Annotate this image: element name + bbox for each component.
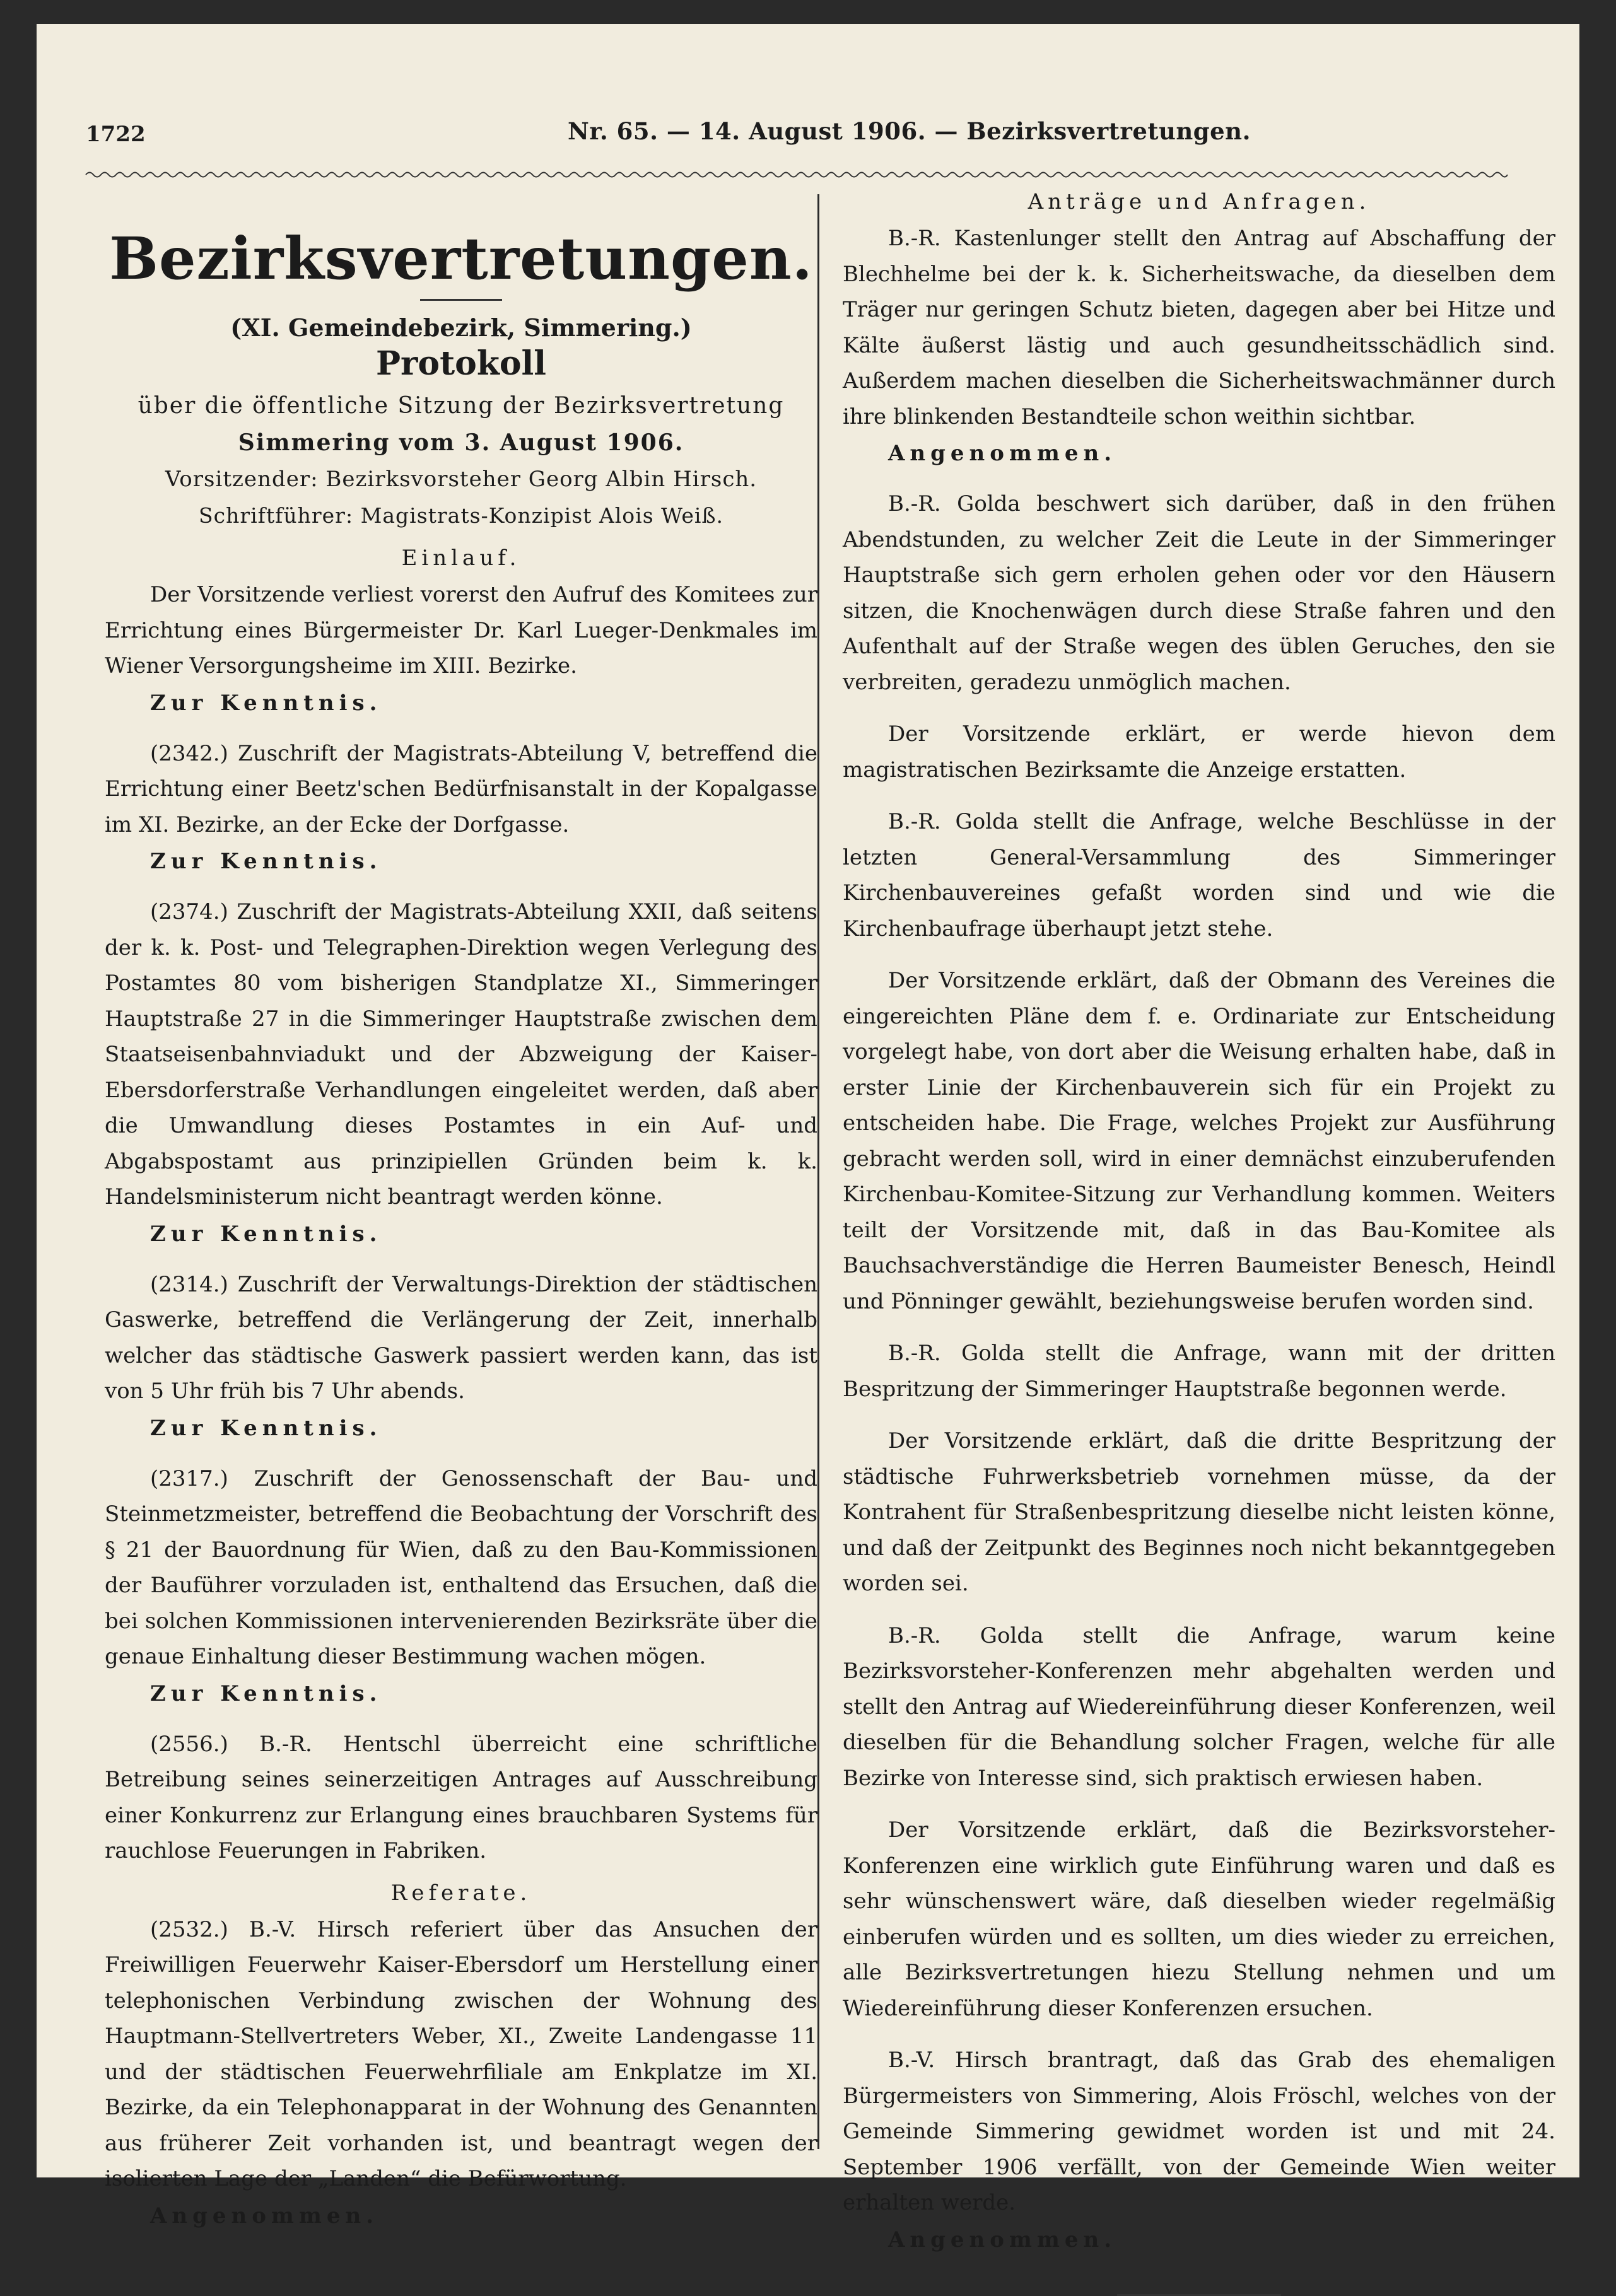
paragraph-2342: (2342.) Zuschrift der Magistrats-Abteilung V, betreffend die Errichtung einer Beetz'schen Bedürfnisanstalt in der Kopalgasse im XI. Bezirke, an der Ecke der Dorfgasse. <box>105 740 817 837</box>
answer-konferenzen: Der Vorsitzende erklärt, daß die Bezirksvorsteher-Konferenzen eine wirklich gute Einführung waren und daß es sehr wünschenswert wäre, daß dieselben wieder regelmäßig einberufen würden und es sollten, um dies wieder zu erreichen, alle Bezirksvertretungen hiezu Stellung nehmen und um Wiedereinführung dieser Konferenzen ersuchen. <box>843 1817 1555 2021</box>
resolution-2: Zur Kenntnis. <box>150 849 382 874</box>
spacer <box>843 947 1555 963</box>
left-column <box>105 189 817 2249</box>
title-rule <box>420 299 502 301</box>
protokoll-heading: Protokoll <box>375 344 547 383</box>
resolution-kastenlunger: Angenommen. <box>888 441 1117 466</box>
district-subtitle: (XI. Gemeindebezirk, Simmering.) <box>230 313 692 342</box>
page-title: Bezirksvertretungen. <box>109 224 813 293</box>
spacer <box>843 700 1555 716</box>
spacer <box>843 1319 1555 1336</box>
spacer <box>843 1407 1555 1423</box>
section-antraege: Anträge und Anfragen. <box>1028 189 1371 214</box>
motion-grab-froeschl: B.-V. Hirsch brantragt, daß das Grab des ehemaligen Bürgermeisters von Simmering, Alois Fröschl, welches von der Gemeinde Simmering gewidmet worden ist und mit 24. September 1906 verfällt, von der Gemeinde Wien weiter erhalten werde. <box>843 2048 1555 2215</box>
spacer <box>843 1602 1555 1618</box>
closing-rule <box>1117 2294 1281 2296</box>
paragraph-2314: (2314.) Zuschrift der Verwaltungs-Direktion der städtischen Gaswerke, betreffend die Verlängerung der Zeit, innerhalb welcher das städtische Gaswerk passiert werden kann, das ist von 5 Uhr früh bis 7 Uhr abends. <box>105 1271 817 1404</box>
resolution-7: Angenommen. <box>150 2203 379 2229</box>
spacer <box>843 2026 1555 2043</box>
complaint-golda: B.-R. Golda beschwert sich darüber, daß in den frühen Abendstunden, zu welcher Zeit die Leute in der Simmeringer Hauptstraße sich gern erholen gehen oder vor den Häusern sitzen, die Knochenwägen durch diese Straße fahren und den Aufenthalt auf der Straße wegen des üblen Geruches, den sie verbreiten, geradezu unmöglich machen. <box>843 491 1555 695</box>
right-column <box>843 189 1555 2296</box>
paragraph-2532: (2532.) B.-V. Hirsch referiert über das Ansuchen der Freiwilligen Feuerwehr Kaiser-Ebersdorf um Herstellung einer telephonischen Verbindung zwischen der Wohnung des Hauptmann-Stellvertreters Weber, XI., Zweite Landengasse 11 und der städtischen Feuerwehrfiliale am Enkplatze im XI. Bezirke, da ein Telephonapparat in der Wohnung des Genannten aus früherer Zeit vorhanden ist, und beantragt wegen der isolierten Lage der „Landen“ die Befürwortung. <box>105 1916 817 2191</box>
spacer <box>843 1796 1555 1812</box>
resolution-3: Zur Kenntnis. <box>150 1221 382 1247</box>
question-konferenzen: B.-R. Golda stellt die Anfrage, warum keine Bezirksvorsteher-Konferenzen mehr abgehalten werden und stellt den Antrag auf Wiedereinführung dieser Konferenzen, weil dieselben für die Behandlung solcher Fragen, welche für alle Bezirke von Interesse sind, sich praktisch erwiesen haben. <box>843 1623 1555 1791</box>
resolution-4: Zur Kenntnis. <box>150 1415 382 1441</box>
intro-line-2: Simmering vom 3. August 1906. <box>238 429 684 456</box>
running-title: Nr. 65. — 14. August 1906. — Bezirksvertretungen. <box>568 117 1251 145</box>
spacer <box>843 788 1555 804</box>
answer-kirchenbau: Der Vorsitzende erklärt, daß der Obmann des Vereines die eingereichten Pläne dem f. e. Ordinariate zur Entscheidung vorgelegt habe, von dort aber die Weisung erhalten habe, daß in erster Linie der Kirchenbauverein sich für ein Projekt zu entscheiden habe. Die Frage, welches Projekt zur Ausführung gebracht werden soll, wird in einer demnächst einzuberufenden Kirchenbau-Komitee-Sitzung zur Verhandlung kommen. Weiters teilt der Vorsitzende mit, daß in das Bau-Komitee als Bauchsachverständige die Herren Baumeister Benesch, Heindl und Pönninger gewählt, beziehungsweise berufen worden sind. <box>843 968 1555 1314</box>
intro-line-1: über die öffentliche Sitzung der Bezirksvertretung <box>138 393 785 419</box>
secretary-line: Schriftführer: Magistrats-Konzipist Alois Weiß. <box>199 503 723 528</box>
resolution-grab: Angenommen. <box>888 2227 1117 2252</box>
paragraph-2374: (2374.) Zuschrift der Magistrats-Abteilung XXII, daß seitens der k. k. Post- und Telegraphen-Direktion wegen Verlegung des Postamtes 80 vom bisherigen Standplatze XI., Simmeringer Hauptstraße 27 in die Simmeringer Hauptstraße zwischen dem Staatseisenbahnviadukt und der Abzweigung der Kaiser-Ebersdorferstraße Verhandlungen eingeleitet werden, daß aber die Umwandlung dieses Postamtes in ein Auf- und Abgabspostamt aus prinzipiellen Gründen beim k. k. Handelsministerum nicht beantragt werden könne. <box>105 899 817 1209</box>
question-bespritzung: B.-R. Golda stellt die Anfrage, wann mit der dritten Bespritzung der Simmeringer Hauptstraße begonnen werde. <box>843 1341 1555 1402</box>
paragraph-2317: (2317.) Zuschrift der Genossenschaft der Bau- und Steinmetzmeister, betreffend die Beobachtung der Vorschrift des § 21 der Bauordnung für Wien, daß zu den Bau-Kommissionen der Bauführer vorzuladen ist, enthaltend das Ersuchen, daß die bei solchen Kommissionen intervenierenden Bezirksräte über die genaue Einhaltung dieser Bestimmung wachen mögen. <box>105 1466 817 1669</box>
question-kirchenbau: B.-R. Golda stellt die Anfrage, welche Beschlüsse in der letzten General-Versammlung des Simmeringer Kirchenbauvereines gefaßt worden sind und wie die Kirchenbaufrage überhaupt jetzt stehe. <box>843 809 1555 941</box>
page-header <box>37 24 1579 156</box>
paragraph-aufruf: Der Vorsitzende verliest vorerst den Aufruf des Komitees zur Errichtung eines Bürgermeister Dr. Karl Lueger-Denkmales im Wiener Versorgungsheime im XIII. Bezirke. <box>105 582 817 679</box>
newspaper-page <box>37 24 1579 2252</box>
page-number: 1722 <box>86 122 146 147</box>
header-wavy-rule <box>86 170 1508 179</box>
chair-line: Vorsitzender: Bezirksvorsteher Georg Albin Hirsch. <box>165 467 758 492</box>
motion-kastenlunger: B.-R. Kastenlunger stellt den Antrag auf Abschaffung der Blechhelme bei der k. k. Sicherheitswache, da dieselben dem Träger nur geringen Schutz bieten, dagegen aber bei Hitze und Kälte äußerst lästig und auch gesundheitsschädlich sind. Außerdem machen dieselben die Sicherheitswachmänner durch ihre blinkenden Bestandteile schon weithin sichtbar. <box>843 226 1555 429</box>
answer-complaint-golda: Der Vorsitzende erklärt, er werde hievon dem magistratischen Bezirksamte die Anzeige erstatten. <box>843 721 1555 783</box>
resolution-1: Zur Kenntnis. <box>150 690 382 716</box>
resolution-5: Zur Kenntnis. <box>150 1681 382 1706</box>
section-referate: Referate. <box>390 1880 532 1906</box>
section-einlauf: Einlauf. <box>401 545 521 571</box>
answer-bespritzung: Der Vorsitzende erklärt, daß die dritte Bespritzung der städtische Fuhrwerksbetrieb vornehmen müsse, da der Kontrahent für Straßenbespritzung dieselbe nicht leisten könne, und daß der Zeitpunkt des Beginnes noch nicht bekanntgegeben worden sei. <box>843 1428 1555 1596</box>
paragraph-2556: (2556.) B.-R. Hentschl überreicht eine schriftliche Betreibung seines seinerzeitigen Antrages auf Ausschreibung einer Konkurrenz zur Erlangung eines brauchbaren Systems für rauchlose Feuerungen in Fabriken. <box>105 1731 817 1863</box>
column-divider <box>817 194 819 2149</box>
